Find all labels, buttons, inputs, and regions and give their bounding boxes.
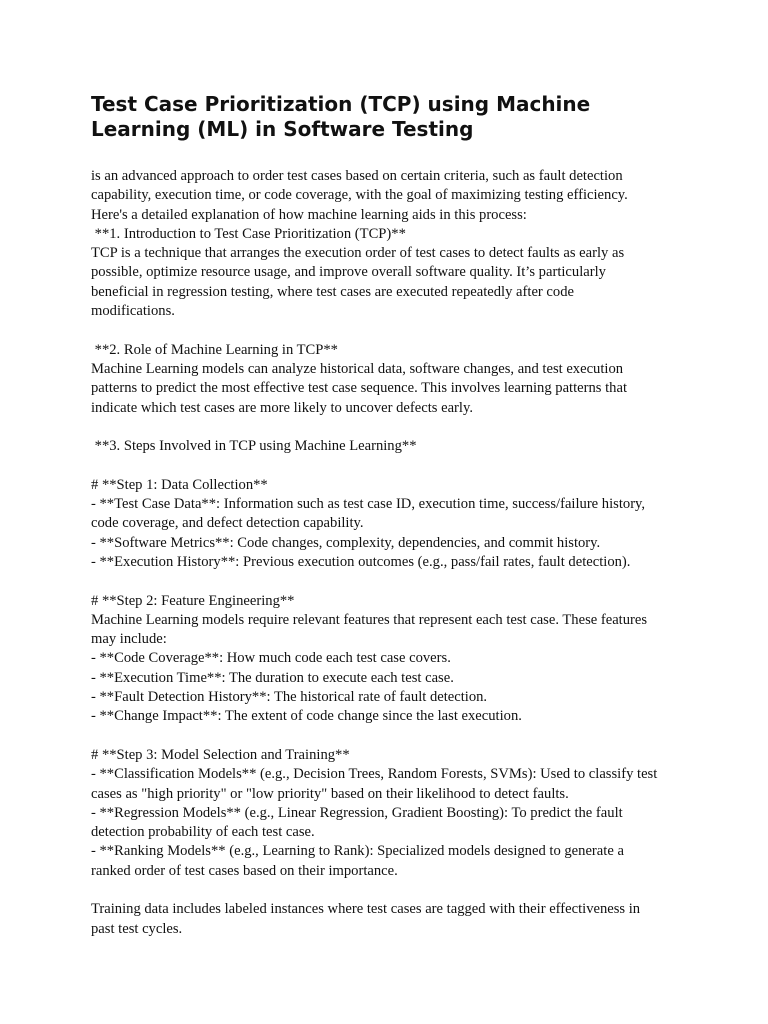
- document-page: [91, 92, 691, 939]
- document-title: Test Case Prioritization (TCP) using Machine Learning (ML) in Software Testing: [91, 92, 591, 141]
- document-body: is an advanced approach to order test cases based on certain criteria, such as fault detection capability, execution time, or code coverage, with the goal of maximizing testing efficiency. Here's a detailed explanation of how machine learning aids in this process: **1. Introduction to Test Case Prioritization (TCP)** TCP is a technique that arranges the execution order of test cases to detect faults as early as possible, optimize resource usage, and improve overall software quality. It’s particularly beneficial in regression testing, where test cases are executed repeatedly after code modifications. **2. Role of Machine Learning in TCP** Machine Learning models can analyze historical data, software changes, and test execution patterns to predict the most effective test case sequence. This involves learning patterns that indicate which test cases are more likely to uncover defects early. **3. Steps Involved in TCP using Machine Learning** # **Step 1: Data Collection** - **Test Case Data**: Information such as test case ID, execution time, success/failure history, code coverage, and defect detection capability. - **Software Metrics**: Code changes, complexity, dependencies, and commit history. - **Execution History**: Previous execution outcomes (e.g., pass/fail rates, fault detection). # **Step 2: Feature Engineering** Machine Learning models require relevant features that represent each test case. These features may include: - **Code Coverage**: How much code each test case covers. - **Execution Time**: The duration to execute each test case. - **Fault Detection History**: The historical rate of fault detection. - **Change Impact**: The extent of code change since the last execution. # **Step 3: Model Selection and Training** - **Classification Models** (e.g., Decision Trees, Random Forests, SVMs): Used to classify test cases as "high priority" or "low priority" based on their likelihood to detect faults. - **Regression Models** (e.g., Linear Regression, Gradient Boosting): To predict the fault detection probability of each test case. - **Ranking Models** (e.g., Learning to Rank): Specialized models designed to generate a ranked order of test cases based on their importance. Training data includes labeled instances where test cases are tagged with their effectiveness in past test cycles.: [91, 168, 658, 937]
